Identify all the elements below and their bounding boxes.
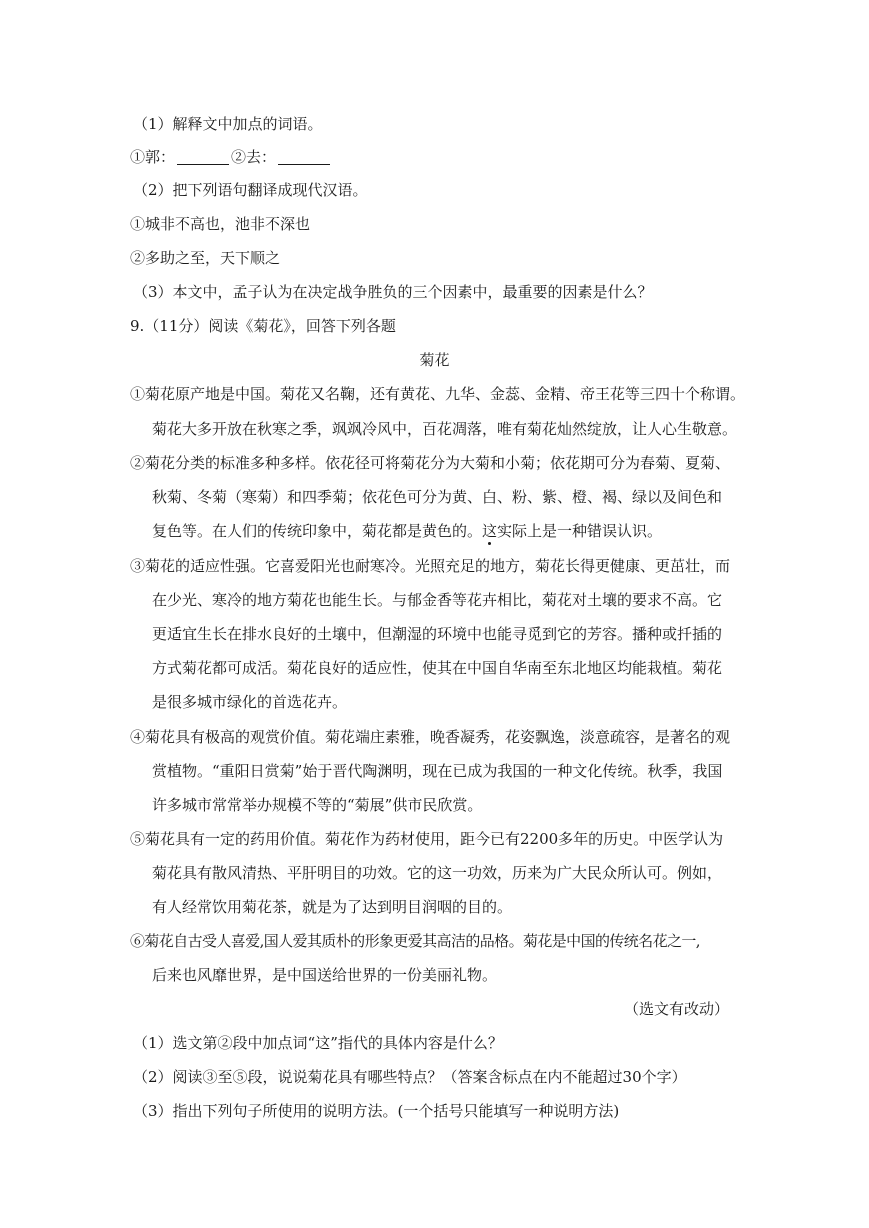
- paragraph-line: 菊花具有散风清热、平肝明目的功效。它的这一功效，历来为广大民众所认可。例如，: [152, 864, 723, 882]
- paragraph-line: ⑥菊花自古受人喜爱,国人爱其质朴的形象更爱其高洁的品格。菊花是中国的传统名花之一,: [130, 932, 700, 950]
- paragraph-line: [152, 521, 662, 541]
- paragraph-line: ①菊花原产地是中国。菊花又名鞠，还有黄花、九华、金蕊、金精、帝王花等三四十个称谓。: [130, 385, 746, 403]
- q8-sentence-1: ①城非不高也，池非不深也: [130, 215, 311, 233]
- q8-sub1-blanks: [130, 147, 332, 167]
- text-segment: 实际上是一种错误认识。: [497, 522, 663, 540]
- paragraph-line: 有人经常饮用菊花茶，就是为了达到明目润咽的目的。: [152, 898, 513, 916]
- paragraph-line: 秋菊、冬菊（寒菊）和四季菊；依花色可分为黄、白、粉、紫、橙、褐、绿以及间色和: [152, 488, 723, 506]
- paragraph-line: 菊花大多开放在秋寒之季，飒飒冷风中，百花凋落，唯有菊花灿然绽放，让人心生敬意。: [152, 420, 738, 438]
- answer-blank-qu[interactable]: [278, 149, 330, 165]
- paragraph-line: 更适宜生长在排水良好的土壤中，但潮湿的环境中也能寻觅到它的芳容。播种或扦插的: [152, 625, 723, 643]
- q9-sub2: （2）阅读③至⑤段，说说菊花具有哪些特点？（答案含标点在内不能超过30个字）: [133, 1068, 687, 1086]
- text-segment: 复色等。在人们的传统印象中，菊花都是黄色的。: [152, 522, 483, 540]
- paragraph-line: 后来也风靡世界，是中国送给世界的一份美丽礼物。: [152, 966, 498, 984]
- article-title: 菊花: [419, 351, 450, 369]
- paragraph-line: ②菊花分类的标准多种多样。依花径可将菊花分为大菊和小菊；依花期可分为春菊、夏菊、: [130, 454, 731, 472]
- q8-sub1: （1）解释文中加点的词语。: [133, 115, 323, 133]
- q9-header: 9.（11分）阅读《菊花》，回答下列各题: [130, 317, 396, 335]
- q8-sentence-2: ②多助之至，天下顺之: [130, 249, 281, 267]
- paragraph-line: 是很多城市绿化的首选花卉。: [152, 693, 348, 711]
- paragraph-line: 赏植物。“重阳日赏菊”始于晋代陶渊明，现在已成为我国的一种文化传统。秋季，我国: [152, 762, 723, 780]
- source-note: （选文有改动）: [623, 1000, 729, 1018]
- blank-label-qu: ②去：: [231, 148, 277, 166]
- blank-label-guo: ①郭：: [130, 148, 176, 166]
- q9-sub3: （3）指出下列句子所使用的说明方法。(一个括号只能填写一种说明方法): [133, 1102, 620, 1120]
- paragraph-line: 许多城市常常举办规模不等的“菊展”供市民欣赏。: [152, 796, 483, 814]
- paragraph-line: 在少光、寒冷的地方菊花也能生长。与郁金香等花卉相比，菊花对土壤的要求不高。它: [152, 591, 723, 609]
- q9-sub1: （1）选文第②段中加点词“这”指代的具体内容是什么？: [133, 1034, 503, 1052]
- paragraph-line: 方式菊花都可成活。菊花良好的适应性，使其在中国自华南至东北地区均能栽植。菊花: [152, 659, 723, 677]
- answer-blank-guo[interactable]: [177, 149, 229, 165]
- dotted-word-zhe: 这: [482, 522, 498, 540]
- q8-sub2: （2）把下列语句翻译成现代汉语。: [133, 181, 368, 199]
- q8-sub3: （3）本文中，孟子认为在决定战争胜负的三个因素中，最重要的因素是什么？: [133, 283, 653, 301]
- paragraph-line: ⑤菊花具有一定的药用价值。菊花作为药材使用，距今已有2200多年的历史。中医学认为: [130, 830, 724, 848]
- paragraph-line: ③菊花的适应性强。它喜爱阳光也耐寒冷。光照充足的地方，菊花长得更健康、更茁壮，而: [130, 557, 731, 575]
- paragraph-line: ④菊花具有极高的观赏价值。菊花端庄素雅，晚香凝秀，花姿飘逸，淡意疏容，是著名的观: [130, 728, 731, 746]
